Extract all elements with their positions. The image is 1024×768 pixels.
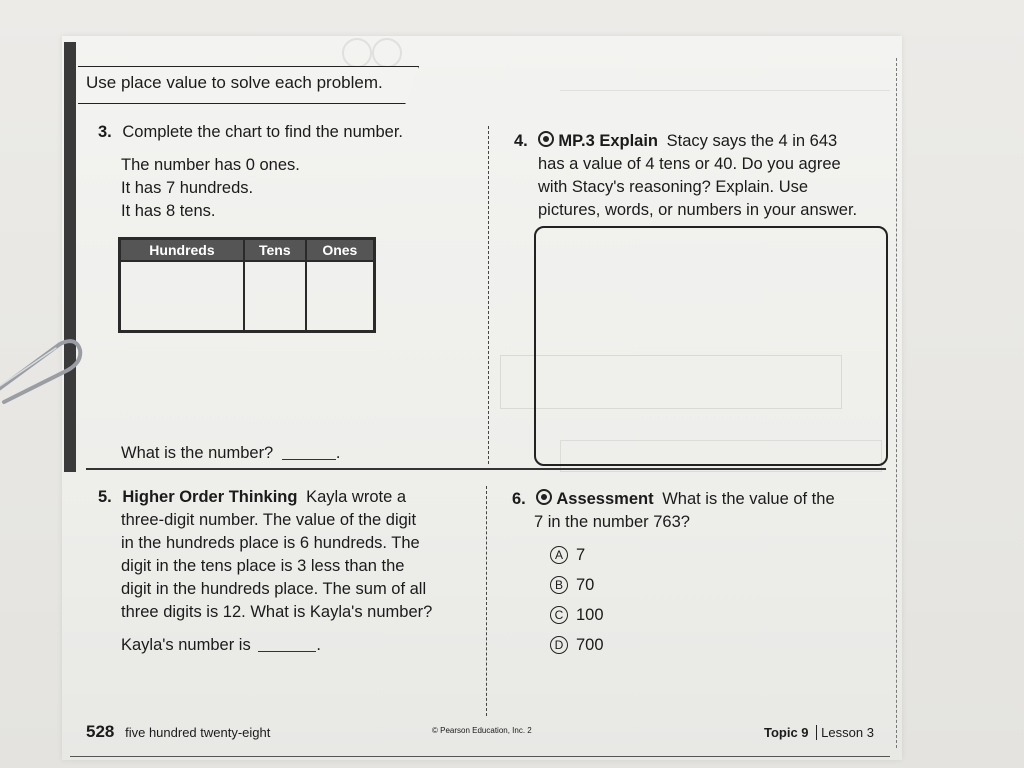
q3-question-line: What is the number? . [121,444,341,462]
option-a-bubble[interactable]: A [550,546,568,564]
q3-header [98,121,403,145]
cell-ones[interactable] [306,261,375,332]
lesson-label: Lesson 3 [821,725,874,740]
q6-line-1: 6. Assessment What is the value of the [512,490,835,508]
header-ones: Ones [306,239,375,262]
q5-number: 5. [98,488,112,506]
assessment-target-icon [536,489,552,505]
q5-line-2: three-digit number. The value of the digit [121,511,417,529]
bottom-rule [70,756,890,757]
q5-line-3: in the hundreds place is 6 hundreds. The [121,534,420,552]
instruction-text: Use place value to solve each problem. [86,73,383,92]
q6-option-a[interactable]: A 7 [550,544,585,568]
q5-line-1: 5. Higher Order Thinking Kayla wrote a [98,488,407,506]
footer-page [86,720,270,745]
section-rule [86,468,886,470]
q6-number: 6. [512,490,526,508]
option-c-bubble[interactable]: C [550,606,568,624]
footer-topic-lesson [764,724,874,742]
q4-number: 4. [514,132,528,150]
cell-tens[interactable] [244,261,306,332]
page-number-words: five hundred twenty-eight [125,725,271,740]
q3-answer-blank[interactable] [282,443,336,460]
q6-line-2: 7 in the number 763? [534,513,690,531]
option-b-bubble[interactable]: B [550,576,568,594]
q5-line-6: three digits is 12. What is Kayla's number? [121,603,433,621]
place-value-chart [118,237,376,333]
q4-answer-box[interactable] [534,226,888,466]
q3-number: 3. [98,123,112,141]
page-cut-line [896,58,897,748]
option-d-bubble[interactable]: D [550,636,568,654]
q3-clue-tens: It has 8 tens. [121,202,216,220]
q6-option-b[interactable]: B 70 [550,574,594,598]
q5-answer-prompt: Kayla's number is [121,636,251,654]
practice-target-icon [538,131,554,147]
q3-prompt: Complete the chart to find the number. [122,123,404,141]
q5-line-4: digit in the tens place is 3 less than the [121,557,405,575]
header-tens: Tens [244,239,306,262]
q4-line-2: has a value of 4 tens or 40. Do you agree [538,155,841,173]
q5-line-5: digit in the hundreds place. The sum of all [121,580,427,598]
column-divider-top [488,126,489,464]
q4-line-1: 4. MP.3 Explain Stacy says the 4 in 643 [514,132,838,150]
header-hundreds: Hundreds [120,239,244,262]
q4-label: MP.3 Explain [558,132,659,150]
q6-label: Assessment [556,490,654,508]
q3-clue-hundreds: It has 7 hundreds. [121,179,254,197]
paper-clip-icon [0,332,90,412]
topic-label: Topic 9 [764,725,809,740]
copyright: © Pearson Education, Inc. 2 [432,726,532,735]
q6-option-c[interactable]: C 100 [550,604,604,628]
q5-label: Higher Order Thinking [122,488,298,506]
q4-line-4: pictures, words, or numbers in your answer. [538,201,858,219]
q5-answer-line: Kayla's number is . [121,636,321,654]
cell-hundreds[interactable] [120,261,244,332]
q6-option-d[interactable]: D 700 [550,634,604,658]
q3-clue-ones: The number has 0 ones. [121,156,300,174]
q4-line-3: with Stacy's reasoning? Explain. Use [538,178,809,196]
q5-answer-blank[interactable] [258,635,316,652]
q3-question: What is the number? [121,444,274,462]
page-number: 528 [86,722,115,741]
column-divider-bottom [486,486,487,716]
